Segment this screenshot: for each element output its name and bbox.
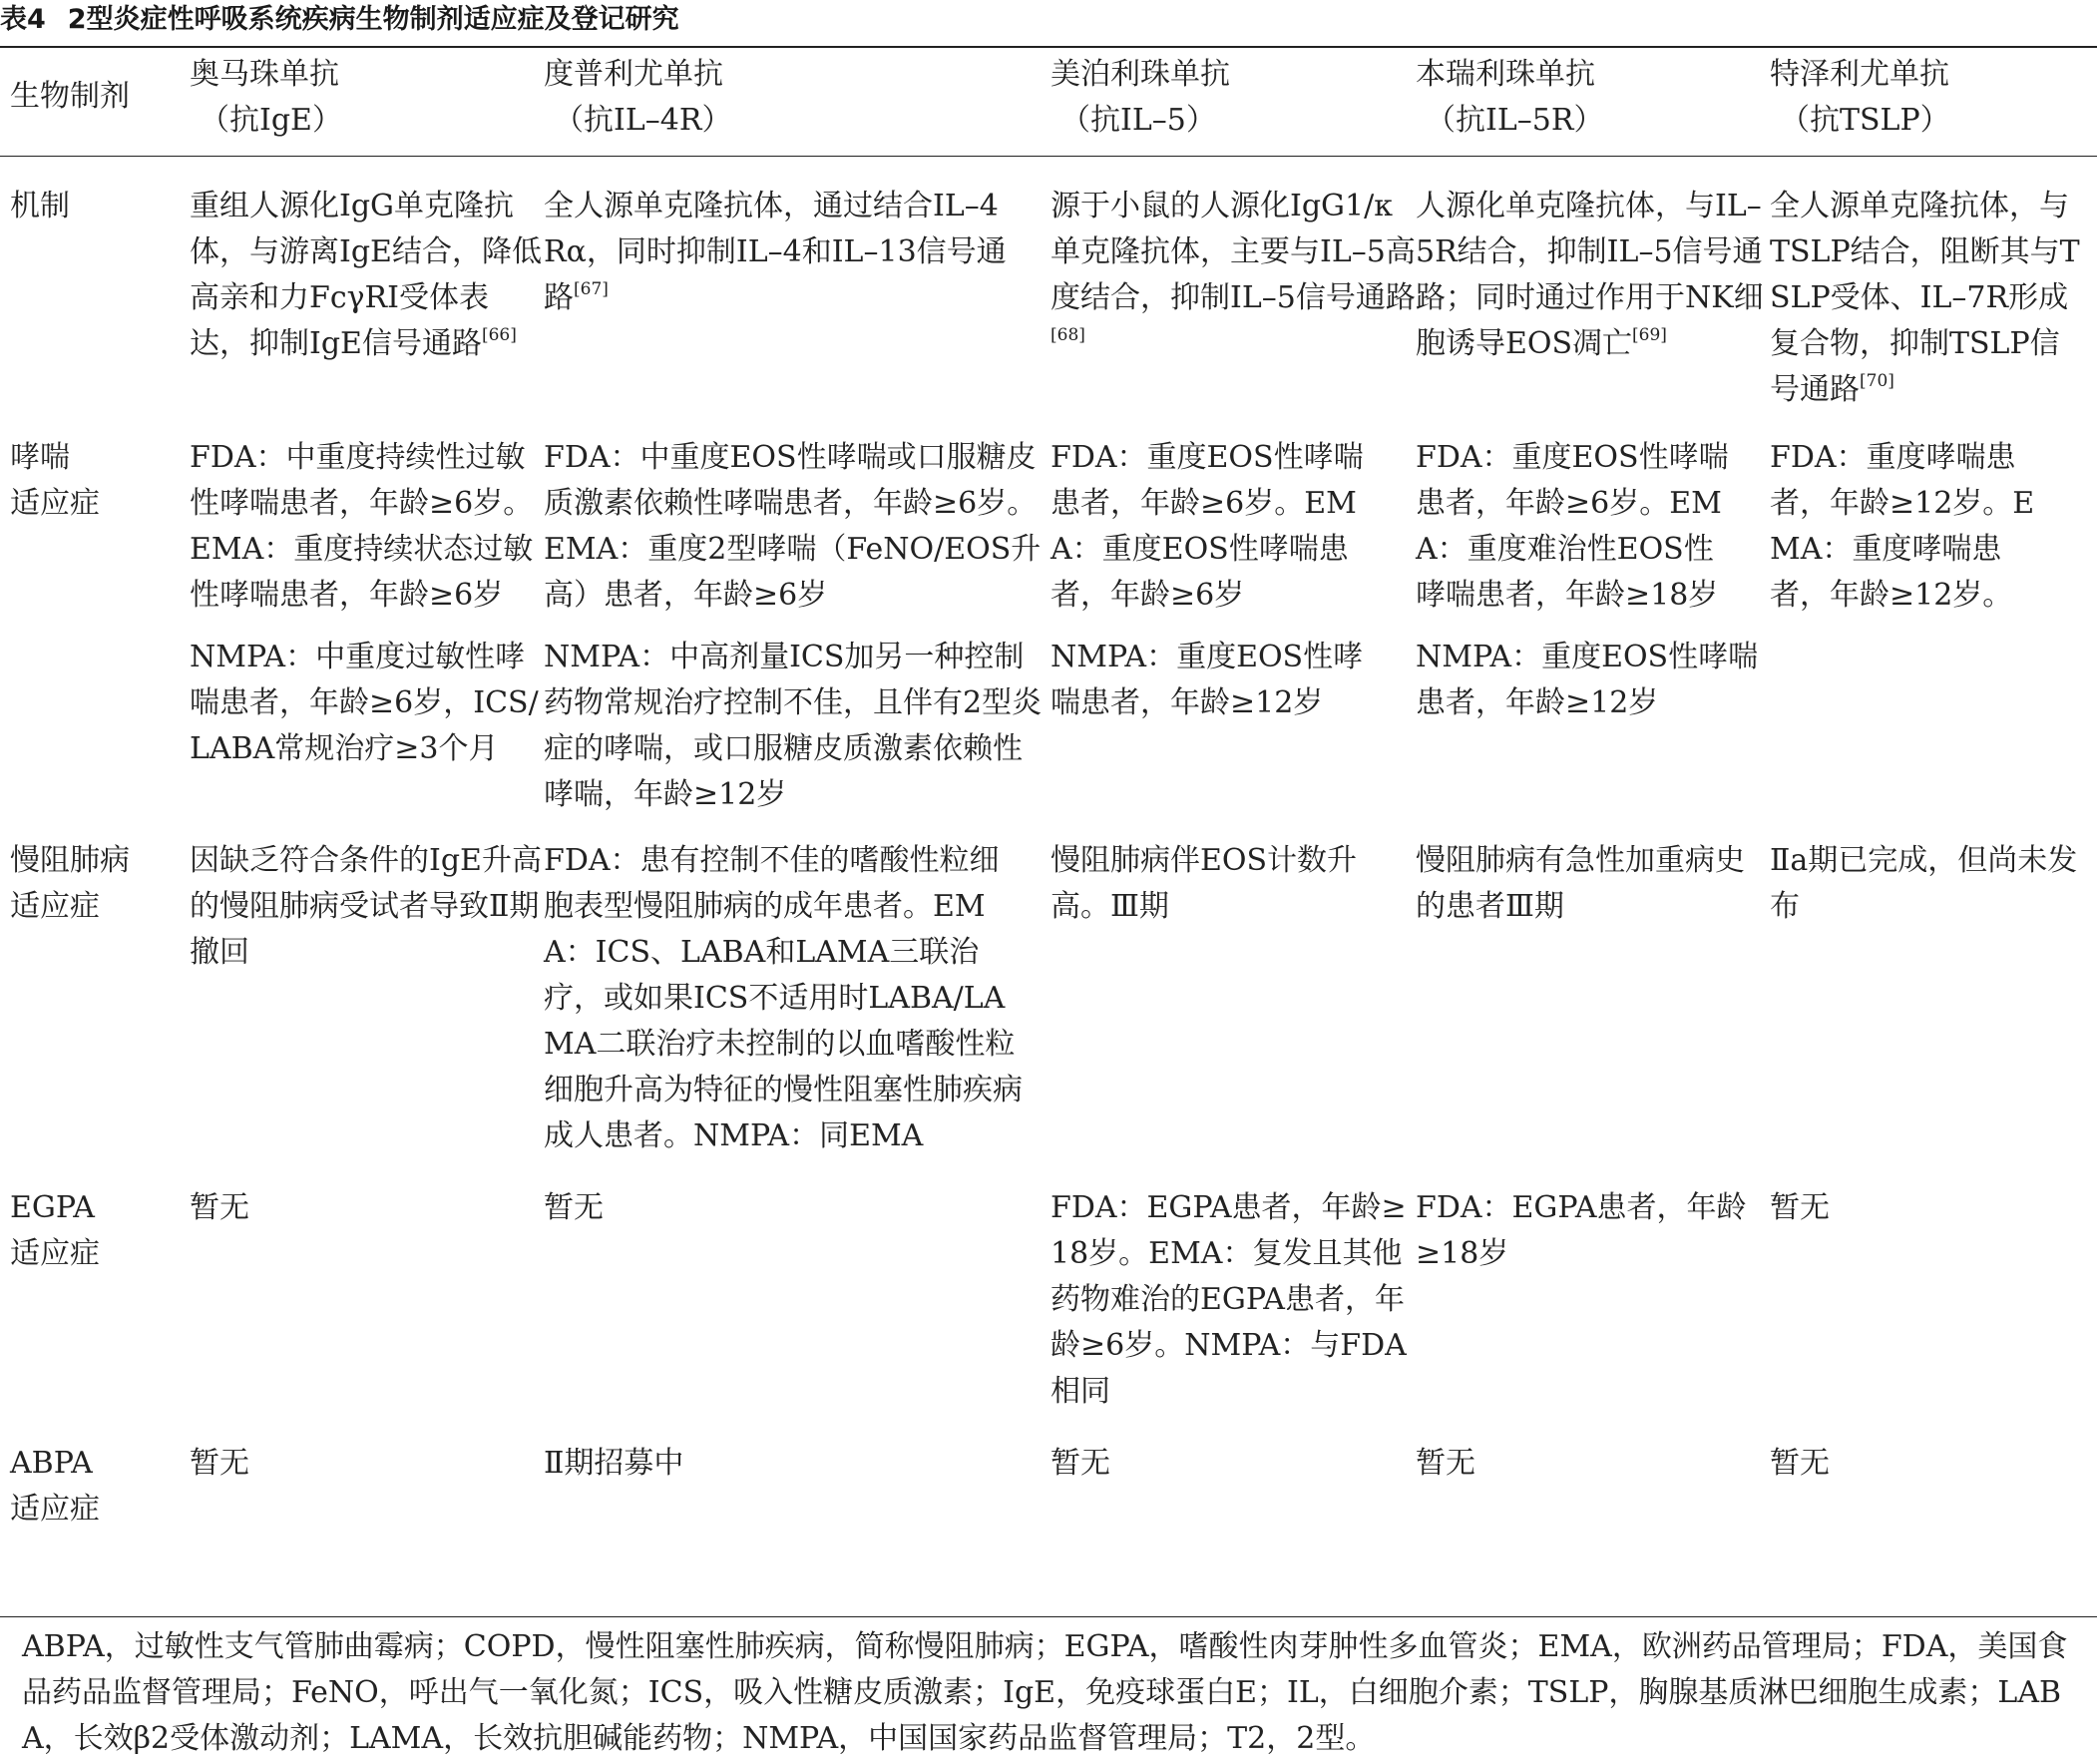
drug-header — [544, 52, 1050, 160]
drug-target: （抗IL–4R） — [554, 103, 732, 138]
reference: [69] — [1632, 325, 1667, 345]
abpa-cell: 暂无 — [1050, 1446, 1110, 1481]
header-row — [10, 52, 2085, 160]
drug-target: （抗TSLP） — [1780, 103, 1950, 138]
reference: [70] — [1860, 371, 1894, 391]
drug-name: 奥马珠单抗 — [190, 57, 339, 92]
mechanism-cell: 重组人源化IgG单克隆抗体，与游离IgE结合，降低高亲和力FcγRI受体表达，抑制IgE信号通路[66] — [190, 189, 542, 361]
reference: [67] — [574, 279, 609, 299]
drug-header — [1050, 52, 1416, 160]
drug-target: （抗IL–5） — [1060, 103, 1216, 138]
abpa-cell: 暂无 — [190, 1446, 249, 1481]
egpa-cell: 暂无 — [544, 1190, 604, 1225]
copd-cell: Ⅱa期已完成，但尚未发布 — [1770, 843, 2078, 924]
abpa-cell: 暂无 — [1770, 1446, 1830, 1481]
table-footnote: ABPA，过敏性支气管肺曲霉病；COPD，慢性阻塞性肺疾病，简称慢阻肺病；EGPA，嗜酸性肉芽肿性多血管炎；EMA，欧洲药品管理局；FDA，美国食品药品监督管理局；FeNO，呼出气一氧化氮；ICS，吸入性糖皮质激素；IgE，免疫球蛋白E；IL，白细胞介素；TSLP，胸腺基质淋巴细胞生成素；LABA，长效β2受体激动剂；LAMA，长效抗胆碱能药物；NMPA，中国国家药品监督管理局；T2，2型。 — [22, 1629, 2068, 1756]
copd-cell: FDA：患有控制不佳的嗜酸性粒细胞表型慢阻肺病的成年患者。EMA：ICS、LABA和LAMA三联治疗，或如果ICS不适用时LABA/LAMA二联治疗未控制的以血嗜酸性粒细胞升高为特征的慢性阻塞性肺疾病成人患者。NMPA：同EMA — [544, 843, 1023, 1153]
reference: [66] — [481, 325, 517, 345]
asthma-nmpa-cell: NMPA：重度EOS性哮喘患者，年龄≥12岁 — [1416, 640, 1759, 720]
copd-cell: 慢阻肺病伴EOS计数升高。Ⅲ期 — [1050, 843, 1358, 924]
egpa-row — [10, 1185, 2085, 1441]
mechanism-cell: 人源化单克隆抗体，与IL–5R结合，抑制IL–5信号通路；同时通过作用于NK细胞诱导EOS凋亡[69] — [1416, 189, 1764, 361]
asthma-cell: FDA：重度哮喘患者，年龄≥12岁。EMA：重度哮喘患者，年龄≥12岁。 — [1770, 440, 2035, 613]
egpa-cell: 暂无 — [1770, 1190, 1830, 1225]
biologics-table — [10, 52, 2085, 1533]
abpa-cell: Ⅱ期招募中 — [544, 1446, 684, 1481]
copd-cell: 慢阻肺病有急性加重病史的患者Ⅲ期 — [1416, 843, 1745, 924]
asthma-cell: FDA：重度EOS性哮喘患者，年龄≥6岁。EMA：重度难治性EOS性哮喘患者，年龄≥18岁 — [1416, 440, 1729, 613]
asthma-nmpa-cell: NMPA：中重度过敏性哮喘患者，年龄≥6岁，ICS/LABA常规治疗≥3个月 — [190, 640, 539, 766]
table-title: 2型炎症性呼吸系统疾病生物制剂适应症及登记研究 — [67, 4, 679, 35]
egpa-cell: FDA：EGPA患者，年龄≥18岁 — [1416, 1190, 1747, 1271]
copd-row — [10, 838, 2085, 1185]
asthma-nmpa-cell — [1770, 635, 2085, 838]
header-row-label: 生物制剂 — [10, 79, 130, 114]
drug-header — [1416, 52, 1770, 160]
drug-header — [190, 52, 544, 160]
abpa-row — [10, 1441, 2085, 1533]
row-label-copd: 慢阻肺病 适应症 — [10, 843, 130, 924]
row-label-mechanism: 机制 — [10, 189, 70, 223]
row-label-asthma: 哮喘 适应症 — [10, 440, 100, 521]
asthma-nmpa-cell: NMPA：中高剂量ICS加另一种控制药物常规治疗控制不佳，且伴有2型炎症的哮喘，或口服糖皮质激素依赖性哮喘，年龄≥12岁 — [544, 640, 1043, 812]
egpa-cell: 暂无 — [190, 1190, 249, 1225]
row-label-abpa: ABPA 适应症 — [10, 1446, 100, 1527]
copd-cell: 因缺乏符合条件的IgE升高的慢阻肺病受试者导致Ⅱ期撤回 — [190, 843, 542, 970]
asthma-cell: FDA：重度EOS性哮喘患者，年龄≥6岁。EMA：重度EOS性哮喘患者，年龄≥6岁 — [1050, 440, 1364, 613]
reference: [68] — [1050, 325, 1085, 345]
drug-target: （抗IgE） — [200, 103, 342, 138]
asthma-row-nmpa — [10, 635, 2085, 838]
mechanism-cell: 全人源单克隆抗体，与TSLP结合，阻断其与TSLP受体、IL–7R形成复合物，抑制TSLP信号通路[70] — [1770, 189, 2080, 407]
drug-name: 美泊利珠单抗 — [1050, 57, 1230, 92]
drug-header — [1770, 52, 2085, 160]
drug-name: 度普利尤单抗 — [544, 57, 723, 92]
top-rule — [0, 46, 2097, 48]
table-caption — [0, 0, 679, 40]
asthma-nmpa-cell: NMPA：重度EOS性哮喘患者，年龄≥12岁 — [1050, 640, 1364, 720]
drug-name: 特泽利尤单抗 — [1770, 57, 1949, 92]
table-number: 表4 — [0, 4, 46, 35]
mechanism-cell: 源于小鼠的人源化IgG1/κ单克隆抗体，主要与IL–5高度结合，抑制IL–5信号通路[68] — [1050, 189, 1416, 345]
drug-name: 本瑞利珠单抗 — [1416, 57, 1595, 92]
bottom-rule — [0, 1616, 2097, 1617]
abpa-cell: 暂无 — [1416, 1446, 1475, 1481]
asthma-cell: FDA：中重度EOS性哮喘或口服糖皮质激素依赖性哮喘患者，年龄≥6岁。EMA：重度2型哮喘（FeNO/EOS升高）患者，年龄≥6岁 — [544, 440, 1042, 613]
asthma-row-fda-ema — [10, 435, 2085, 635]
asthma-cell: FDA：中重度持续性过敏性哮喘患者，年龄≥6岁。EMA：重度持续状态过敏性哮喘患者，年龄≥6岁 — [190, 440, 534, 613]
row-label-egpa: EGPA 适应症 — [10, 1190, 100, 1271]
mechanism-cell: 全人源单克隆抗体，通过结合IL–4Rα，同时抑制IL–4和IL–13信号通路[67] — [544, 189, 1007, 315]
egpa-cell: FDA：EGPA患者，年龄≥18岁。EMA：复发且其他药物难治的EGPA患者，年龄≥6岁。NMPA：与FDA相同 — [1050, 1190, 1407, 1409]
mechanism-row — [10, 160, 2085, 435]
drug-target: （抗IL–5R） — [1426, 103, 1604, 138]
